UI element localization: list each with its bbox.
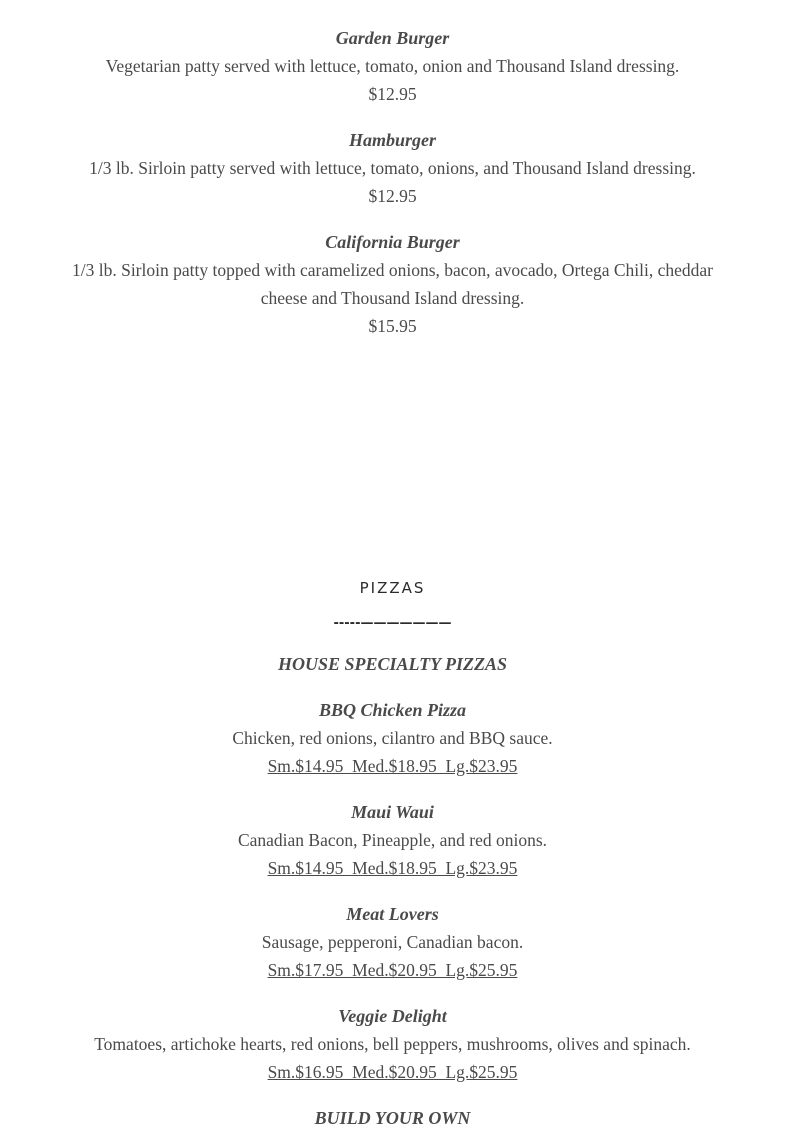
item-name: Hamburger: [348, 130, 436, 150]
price-link[interactable]: Sm.$17.95 Med.$20.95 Lg.$25.95: [267, 960, 518, 980]
price-link[interactable]: Sm.$16.95 Med.$20.95 Lg.$25.95: [267, 1062, 518, 1082]
item-name: California Burger: [325, 232, 460, 252]
subsection-title-house-specialty: HOUSE SPECIALTY PIZZAS: [277, 654, 508, 674]
item-description: 1/3 lb. Sirloin patty topped with caramelized onions, bacon, avocado, Ortega Chili, cheddar cheese and Thousand Island dressing.: [71, 260, 713, 308]
item-description: Tomatoes, artichoke hearts, red onions, bell peppers, mushrooms, olives and spinach.: [94, 1034, 691, 1054]
item-name: Maui Waui: [351, 802, 434, 822]
item-name: Veggie Delight: [338, 1006, 447, 1026]
item-price: $12.95: [368, 186, 417, 206]
item-description: Vegetarian patty served with lettuce, tomato, onion and Thousand Island dressing.: [105, 56, 680, 76]
section-divider: -----———————: [333, 616, 452, 631]
menu-item-maui-waui: [0, 798, 785, 882]
item-name: Meat Lovers: [346, 904, 439, 924]
section-title-pizzas: PIZZAS: [359, 579, 426, 597]
menu-item-bbq-chicken-pizza: [0, 696, 785, 780]
subsection-title-build-your-own: BUILD YOUR OWN: [314, 1108, 471, 1128]
item-name: BBQ Chicken Pizza: [318, 700, 467, 720]
menu-item-veggie-delight: [0, 1002, 785, 1086]
price-link[interactable]: Sm.$14.95 Med.$18.95 Lg.$23.95: [267, 858, 518, 878]
item-description: Chicken, red onions, cilantro and BBQ sauce.: [232, 728, 553, 748]
menu-item-meat-lovers: [0, 900, 785, 984]
item-description: 1/3 lb. Sirloin patty served with lettuce, tomato, onions, and Thousand Island dressing.: [89, 158, 696, 178]
item-description: Canadian Bacon, Pineapple, and red onions.: [237, 830, 548, 850]
menu-item-garden-burger: [0, 24, 785, 108]
menu-item-california-burger: [0, 228, 785, 340]
item-description: Sausage, pepperoni, Canadian bacon.: [261, 932, 524, 952]
item-name: Garden Burger: [335, 28, 450, 48]
menu-item-hamburger: [0, 126, 785, 210]
price-link[interactable]: Sm.$14.95 Med.$18.95 Lg.$23.95: [267, 756, 518, 776]
item-price: $15.95: [368, 316, 417, 336]
item-price: $12.95: [368, 84, 417, 104]
